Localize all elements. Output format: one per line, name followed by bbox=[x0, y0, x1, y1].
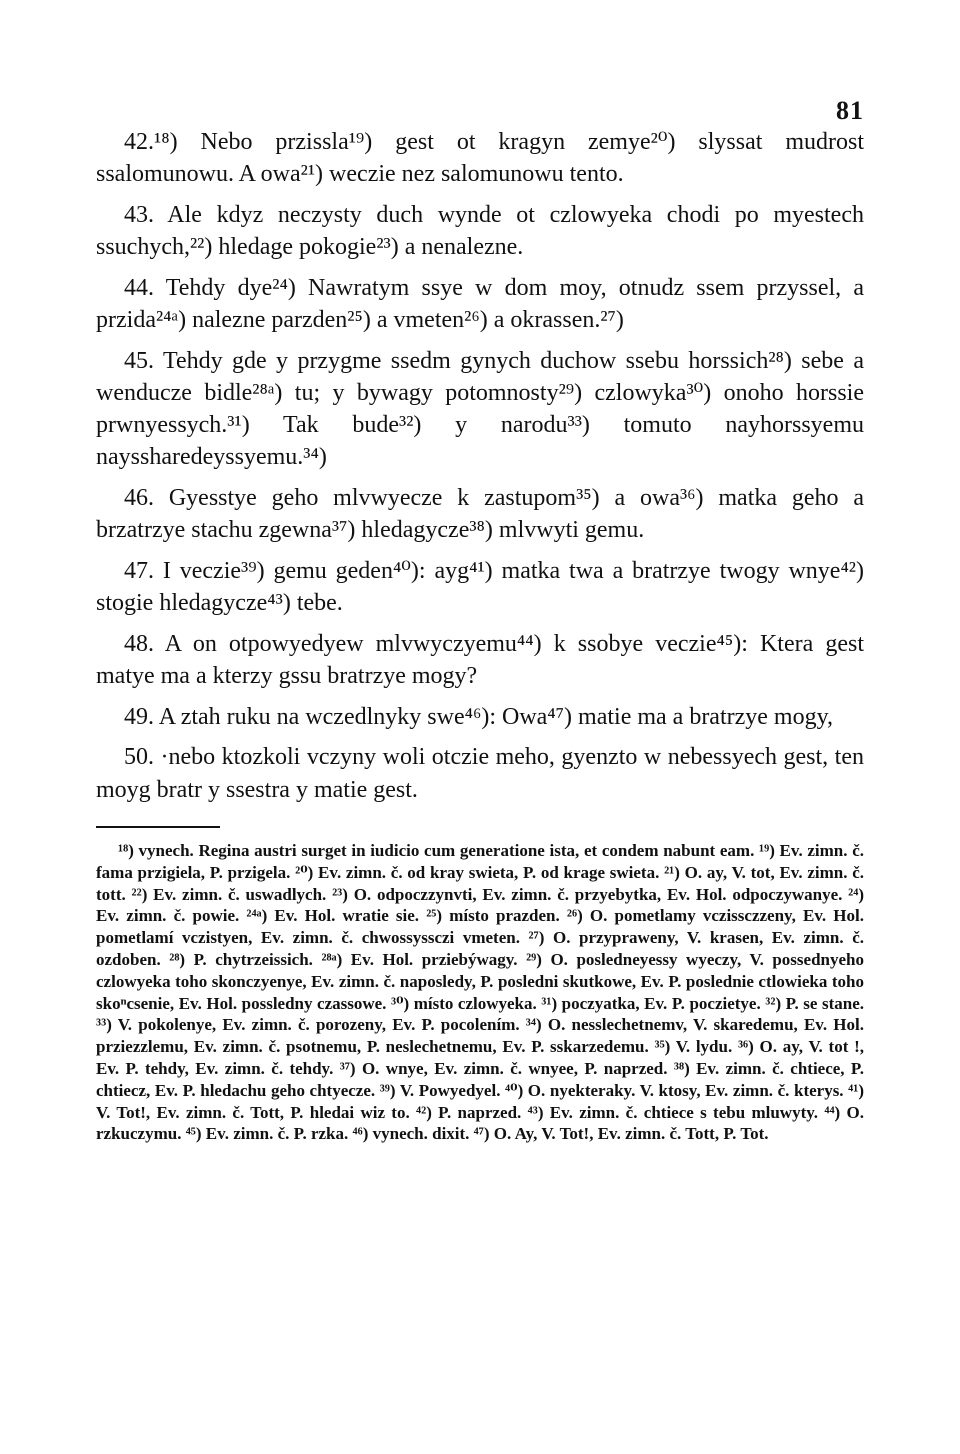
verse-46 bbox=[96, 482, 864, 546]
verse-47 bbox=[96, 555, 864, 619]
verse-text: ¹⁸) Nebo przissla¹⁹) gest ot kragyn zemye²⁰) slyssat mudrost ssalomunowu. A owa²¹) weczie nez salomunowu tento. bbox=[96, 129, 864, 188]
verse-44 bbox=[96, 272, 864, 336]
verse-number: 46. bbox=[124, 485, 154, 512]
verse-number: 45. bbox=[124, 347, 154, 374]
verse-45 bbox=[96, 345, 864, 474]
verse-number: 44. bbox=[124, 274, 154, 301]
verse-text: A ztah ruku na wczedlnyky swe⁴⁶): Owa⁴⁷) matie ma a bratrzye mogy, bbox=[158, 703, 834, 730]
verse-50 bbox=[96, 741, 864, 805]
verse-42 bbox=[96, 126, 864, 190]
verse-number: 42. bbox=[124, 129, 154, 155]
verse-text: Tehdy dye²⁴) Nawratym ssye w dom moy, otnudz ssem przyssel, a przida²⁴ᵃ) nalezne parzden²⁵) a vmeten²⁶) a okrassen.²⁷) bbox=[96, 274, 864, 334]
verse-49 bbox=[96, 701, 864, 733]
verse-text: ·nebo ktozkoli vczyny woli otczie meho, gyenzto w nebessyech gest, ten moyg bratr y ssestra y matie gest. bbox=[96, 744, 865, 803]
verse-43 bbox=[96, 199, 864, 263]
verse-number: 49. bbox=[124, 703, 154, 730]
verse-text: I veczie³⁹) gemu geden⁴⁰): ayg⁴¹) matka twa a bratrzye twogy wnye⁴²) stogie hledagycze⁴³) tebe. bbox=[96, 557, 864, 617]
verse-number: 50. bbox=[124, 744, 154, 771]
verse-text: Ale kdyz neczysty duch wynde ot czlowyeka chodi po myestech ssuchych,²²) hledage pokogie²³) a nenalezne. bbox=[96, 201, 864, 261]
verse-number: 43. bbox=[124, 201, 154, 228]
verse-text: Gyesstye geho mlvwyecze k zastupom³⁵) a owa³⁶) matka geho a brzatrzye stachu zgewna³⁷) hledagycze³⁸) mlvwyti gemu. bbox=[96, 485, 864, 544]
verse-text: A on otpowyedyew mlvwyczyemu⁴⁴) k ssobye veczie⁴⁵): Ktera gest matye ma a kterzy gssu bratrzye mogy? bbox=[96, 630, 865, 690]
footnote-divider bbox=[96, 826, 220, 828]
verse-number: 47. bbox=[124, 557, 154, 584]
verse-number: 48. bbox=[124, 630, 154, 657]
verse-48 bbox=[96, 628, 864, 692]
main-text bbox=[96, 126, 864, 814]
verse-text: Tehdy gde y przygme ssedm gynych duchow ssebu horssich²⁸) sebe a wenducze bidle²⁸ᵃ) tu; y bywagy potomnosty²⁹) czlowyka³⁰) onoho horssie prwnyessych.³¹) Tak bude³²) y narodu³³) tomuto nayhorssyemu nayssharedeyssyemu.³⁴) bbox=[96, 347, 864, 471]
page-number: 81 bbox=[836, 96, 864, 125]
footnotes bbox=[96, 840, 864, 1145]
footnotes-text: ¹⁸) vynech. Regina austri surget in iudicio cum generatione ista, et condem nabunt eam. ¹⁹) Ev. zimn. č. fama przigiela, P. przigela. ²⁰) Ev. zimn. č. od kray swieta, P. od krage swieta. ²¹) O. ay, V. tot, Ev. zimn. č. tott. ²²) Ev. zimn. č. uswadlych. ²³) O. odpoczzynvti, Ev. zimn. č. przyebytka, Ev. Hol. odpoczywanye. ²⁴) Ev. zimn. č. powie. ²⁴ᵃ) Ev. Hol. wratie sie. ²⁵) místo prazden. ²⁶) O. pometlamy vczissczzeny, Ev. Hol. pometlamí vczistyen, Ev. zimn. č. chwossyssczi vmeten. ²⁷) O. przypraweny, V. krasen, Ev. zimn. č. ozdoben. ²⁸) P. chytrzeissich. ²⁸ᵃ) Ev. Hol. prziebýwagy. ²⁹) O. posledneyessy wyeczy, V. possednyeho czlowyeka toho skonczyenye, Ev. zimn. č. naposledy, P. posledni skutkowe, Ev. P. poslednie ctlowieka toho skoⁿcsenie, Ev. Hol. possledny czassowe. ³⁰) místo czlowyeka. ³¹) poczyatka, Ev. P. poczietye. ³²) P. se stane. ³³) V. pokolenye, Ev. zimn. č. porozeny, Ev. P. pocolením. ³⁴) O. nesslechetnemv, V. skaredemu, Ev. Hol. prziezzlemu, Ev. zimn. č. psotnemu, P. neslechetnemu, Ev. P. sskarzedemu. ³⁵) V. lydu. ³⁶) O. ay, V. tot !, Ev. P. tehdy, Ev. zimn. č. tehdy. ³⁷) O. wnye, Ev. zimn. č. wnyee, P. naprzed. ³⁸) Ev. zimn. č. chtiece, P. chtiecz, Ev. P. hledachu geho chtyecze. ³⁹) V. Powyedyel. ⁴⁰) O. nyekteraky. V. ktosy, Ev. zimn. č. kterys. ⁴¹) V. Tot!, Ev. zimn. č. Tott, P. hledai wiz to. ⁴²) P. naprzed. ⁴³) Ev. zimn. č. chtiece s tebu mluwyty. ⁴⁴) O. rzkuczymu. ⁴⁵) Ev. zimn. č. P. rzka. ⁴⁶) vynech. dixit. ⁴⁷) O. Ay, V. Tot!, Ev. zimn. č. Tott, P. Tot. bbox=[96, 841, 864, 1144]
